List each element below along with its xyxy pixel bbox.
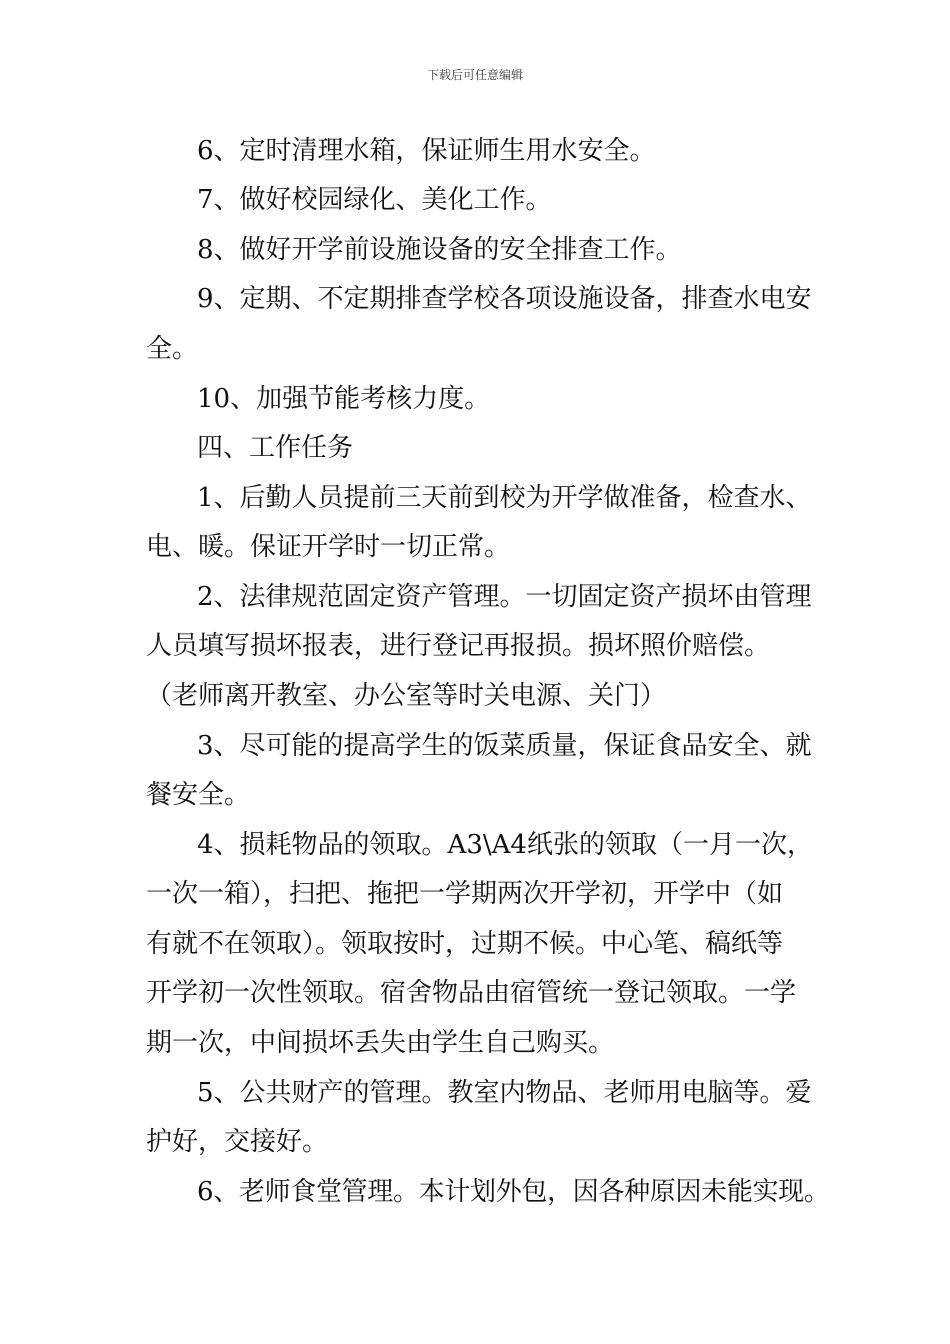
paragraph-line: 有就不在领取）。领取按时，过期不候。中心笔、稿纸等 (146, 929, 784, 959)
paragraph-line: 5、公共财产的管理。教室内物品、老师用电脑等。爱 (197, 1078, 812, 1108)
paragraph-line: 3、尽可能的提高学生的饭菜质量，保证食品安全、就 (197, 731, 812, 761)
paragraph-line: 护好，交接好。 (146, 1127, 329, 1157)
paragraph-line: 1、后勤人员提前三天前到校为开学做准备，检查水、 (197, 483, 812, 513)
section-heading: 四、工作任务 (197, 433, 354, 463)
paragraph-line: 全。 (146, 334, 199, 364)
paragraph-line: 开学初一次性领取。宿舍物品由宿管统一登记领取。一学 (146, 978, 797, 1008)
paragraph-line: 6、老师食堂管理。本计划外包，因各种原因未能实现。 (197, 1177, 830, 1207)
paragraph-line: 期一次，中间损坏丢失由学生自己购买。 (146, 1028, 615, 1058)
paragraph-line: 8、做好开学前设施设备的安全排查工作。 (197, 235, 682, 265)
paragraph-line: 7、做好校园绿化、美化工作。 (197, 185, 552, 215)
paragraph-line: （老师离开教室、办公室等时关电源、关门） (146, 681, 667, 711)
paragraph-line: 10、加强节能考核力度。 (197, 384, 491, 414)
paragraph-line: 6、定时清理水箱，保证师生用水安全。 (197, 136, 656, 166)
paragraph-line: 人员填写损坏报表，进行登记再报损。损坏照价赔偿。 (146, 631, 771, 661)
paragraph-line: 9、定期、不定期排查学校各项设施设备，排查水电安 (197, 284, 812, 314)
paragraph-line: 一次一箱），扫把、拖把一学期两次开学初，开学中（如 (146, 879, 784, 909)
paragraph-line: 餐安全。 (146, 780, 251, 810)
page-header: 下载后可任意编辑 (426, 68, 523, 82)
paragraph-line: 2、法律规范固定资产管理。一切固定资产损坏由管理 (197, 582, 812, 612)
paragraph-line: 4、损耗物品的领取。A3\A4纸张的领取（一月一次， (197, 830, 813, 860)
paragraph-line: 电、暖。保证开学时一切正常。 (146, 532, 511, 562)
